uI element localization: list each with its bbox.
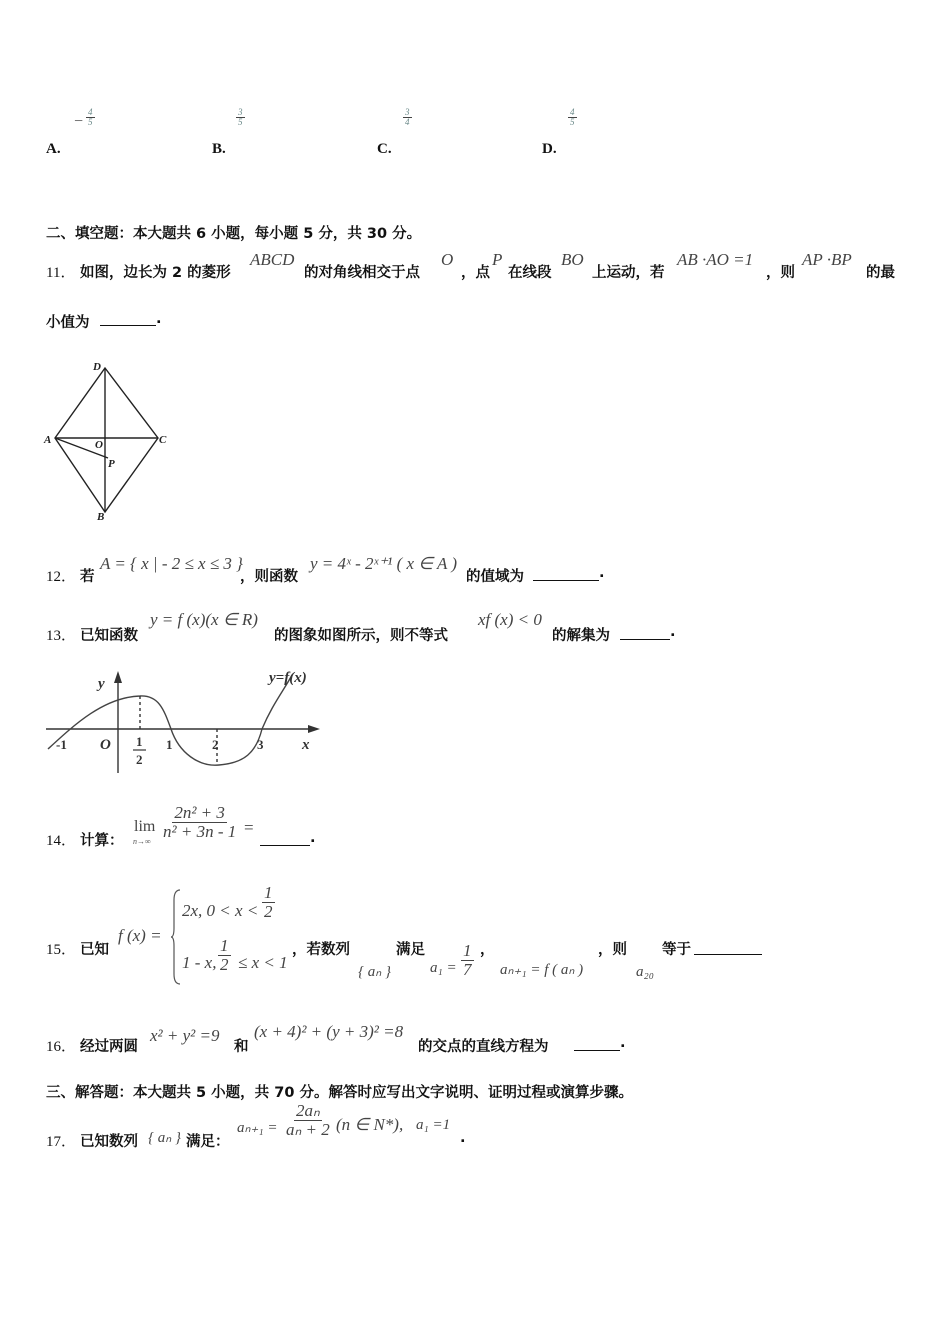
y-axis-label: y	[98, 676, 105, 692]
q11-text-4: 在线段	[508, 265, 552, 281]
q17-seq: { aₙ }	[148, 1130, 181, 1146]
q16-circle-1: x² + y² =9	[150, 1026, 220, 1045]
option-b-label: B.	[212, 141, 226, 157]
q15-text-1: 已知	[80, 942, 109, 958]
q15-seq: { aₙ }	[358, 964, 391, 980]
q13-period: .	[670, 624, 676, 640]
q14-text-1: 计算：	[80, 833, 124, 849]
q11-number: 11．	[46, 265, 76, 281]
rhombus-outline	[55, 368, 158, 512]
q15-number: 15．	[46, 942, 77, 958]
tick-3: 3	[257, 737, 264, 752]
section3-heading: 三、解答题：本大题共 5 小题，共 70 分。解答时应写出文字说明、证明过程或演算步骤。	[46, 1085, 633, 1101]
q13-number: 13．	[46, 628, 77, 644]
q16-text-2: 和	[234, 1039, 249, 1055]
q17-period: .	[460, 1130, 466, 1146]
q13-answer-blank[interactable]	[620, 622, 670, 640]
q13-math-func: y = f (x)(x ∈ R)	[150, 610, 258, 629]
q15-text-2: ，若数列	[292, 942, 350, 958]
label-a: A	[44, 434, 52, 446]
q16-text-1: 经过两圆	[80, 1039, 138, 1055]
q15-a20: a₂₀	[636, 964, 654, 980]
q13-text-1: 已知函数	[80, 628, 138, 644]
q17-condition: (n ∈ N*),	[336, 1115, 404, 1134]
option-a-value: $\frac{4}{5}$	[88, 107, 93, 128]
question-12	[46, 552, 916, 586]
option-d-label: D.	[542, 141, 557, 157]
q15-text-4: ，	[480, 942, 495, 958]
label-d: D	[93, 361, 101, 373]
tick-1: 1	[166, 737, 173, 752]
q11-text-3: ，点	[461, 265, 490, 281]
q16-circle-2: (x + 4)² + (y + 3)² =8	[254, 1022, 404, 1041]
y-axis-arrow	[114, 671, 122, 683]
rhombus-figure	[40, 360, 180, 522]
q17-text-1: 已知数列	[80, 1134, 138, 1150]
q12-math-set: A = { x | - 2 ≤ x ≤ 3 }	[100, 554, 243, 573]
q11-answer-blank[interactable]	[100, 308, 156, 326]
q11-math-dot: AB ·AO =1	[677, 250, 754, 269]
q15-recurrence: aₙ₊₁ = f ( aₙ )	[500, 962, 584, 978]
tick-half-num: 1	[136, 734, 143, 749]
q11-text-8: 小值为	[46, 315, 90, 331]
q16-number: 16．	[46, 1039, 77, 1055]
q17-a1: a₁ =1	[416, 1117, 451, 1133]
tick-2: 2	[212, 737, 219, 752]
tick-half-den: 2	[136, 752, 143, 767]
function-graph	[44, 665, 334, 775]
q12-answer-blank[interactable]	[533, 563, 599, 581]
label-b: B	[97, 511, 105, 522]
question-16	[46, 1020, 916, 1056]
q11-math-bo: BO	[561, 250, 584, 269]
label-c: C	[159, 434, 167, 446]
q17-text-2: 满足：	[186, 1134, 230, 1150]
x-axis-label: x	[302, 737, 310, 753]
q15-case2-pre: 1 - x,	[182, 953, 217, 972]
option-d-value: $\frac{4}{5}$	[570, 107, 575, 128]
q11-math-abcd: ABCD	[250, 250, 295, 269]
q14-period: .	[310, 830, 316, 846]
q14-lim: lim	[134, 818, 156, 835]
origin-label: O	[100, 737, 111, 753]
q17-denominator: aₙ + 2	[286, 1119, 330, 1139]
q12-text-3: 的值域为	[466, 569, 524, 585]
section2-heading: 二、填空题：本大题共 6 小题，每小题 5 分，共 30 分。	[46, 226, 422, 242]
question-14	[46, 800, 916, 856]
q12-number: 12．	[46, 569, 77, 585]
q17-numerator: 2aₙ	[295, 1101, 320, 1120]
q14-numerator: 2n² + 3	[174, 803, 225, 822]
q12-text-1: 若	[80, 569, 95, 585]
q13-math-ineq: xf (x) < 0	[478, 610, 542, 629]
q14-answer-blank[interactable]	[260, 828, 310, 846]
q12-math-func: y = 4ˣ - 2ˣ⁺¹ ( x ∈ A )	[310, 554, 458, 573]
question-13	[46, 610, 916, 644]
q12-text-2: ，则函数	[240, 569, 298, 585]
q11-text-5: 上运动，若	[592, 265, 665, 281]
q11-math-o: O	[441, 250, 454, 269]
q15-brace	[170, 888, 182, 986]
q16-period: .	[620, 1035, 626, 1051]
question-11	[46, 250, 916, 330]
q14-number: 14．	[46, 833, 77, 849]
q15-case2-post: ≤ x < 1	[238, 953, 288, 972]
q15-case1: 2x, 0 < x <	[182, 901, 259, 920]
q11-text-2: 的对角线相交于点	[304, 265, 420, 281]
q11-period: .	[156, 311, 162, 327]
q14-equals: =	[244, 818, 254, 837]
q16-answer-blank[interactable]	[574, 1033, 620, 1051]
label-p: P	[108, 458, 115, 470]
q17-fraction	[284, 1102, 332, 1140]
option-a-label: A.	[46, 141, 61, 157]
x-axis-arrow	[308, 725, 320, 733]
q11-text-7: 的最	[866, 265, 895, 281]
option-c-label: C.	[377, 141, 392, 157]
q16-text-3: 的交点的直线方程为	[418, 1039, 549, 1055]
q15-case2-frac: $\frac{1}{2}$	[220, 936, 229, 974]
q11-text-6: ，则	[766, 265, 795, 281]
q13-text-3: 的解集为	[552, 628, 610, 644]
option-a-neg: −	[74, 113, 84, 130]
curve-label: y=f(x)	[269, 670, 307, 686]
option-b-value: $\frac{3}{5}$	[238, 107, 243, 128]
q12-period: .	[599, 565, 605, 581]
question-17	[46, 1102, 916, 1158]
q15-a1: a₁ =	[430, 960, 457, 976]
q15-fx: f (x) =	[118, 926, 162, 945]
tick-neg1: -1	[56, 737, 67, 752]
q15-text-6: 等于	[662, 942, 691, 958]
q15-answer-blank[interactable]	[694, 937, 762, 955]
q14-denominator: n² + 3n - 1	[163, 821, 237, 841]
q11-text-1: 如图，边长为 2 的菱形	[80, 265, 231, 281]
q15-a1-frac: $\frac{1}{7}$	[463, 941, 472, 979]
question-15	[46, 880, 916, 992]
q15-text-5: ，则	[598, 942, 627, 958]
q13-text-2: 的图象如图所示，则不等式	[274, 628, 448, 644]
label-o: O	[95, 439, 103, 451]
q15-text-3: 满足	[396, 942, 425, 958]
option-c-value: $\frac{3}{4}$	[405, 107, 410, 128]
q17-number: 17．	[46, 1134, 77, 1150]
q11-math-p: P	[492, 250, 503, 269]
q15-case1-frac: $\frac{1}{2}$	[264, 883, 273, 921]
q14-lim-sub: n→∞	[133, 837, 151, 846]
q17-lhs: aₙ₊₁ =	[237, 1120, 278, 1136]
q11-math-apbp: AP ·BP	[802, 250, 852, 269]
q14-fraction	[161, 804, 238, 842]
